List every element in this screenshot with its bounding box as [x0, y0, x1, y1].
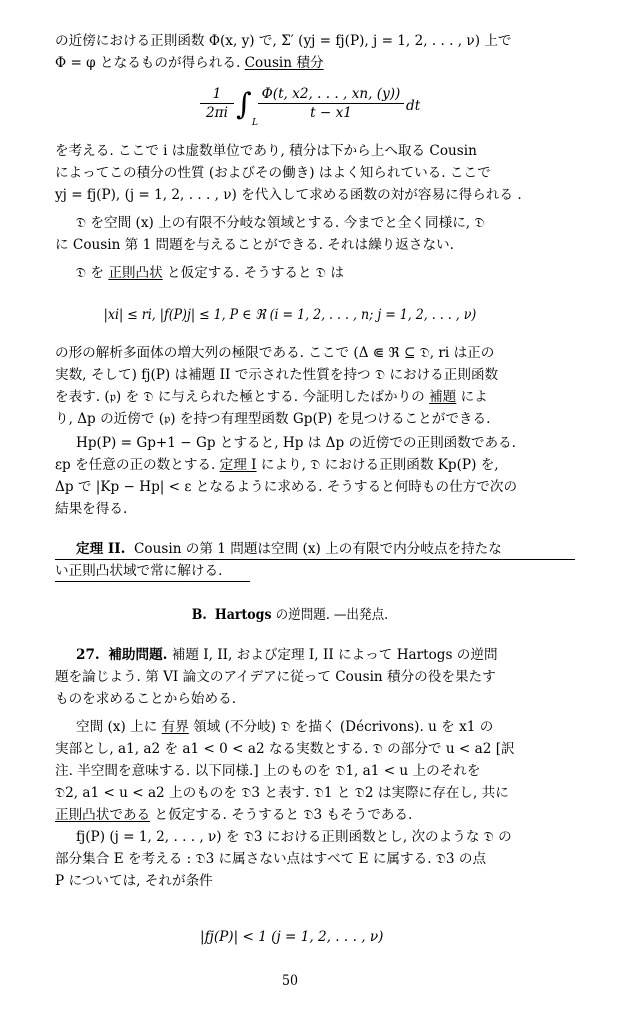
text-line: の近傍における正則函数 Φ(x, y) で, Σ′ (yj = fj(P), j = 1, 2, . . . , ν) 上で: [55, 33, 512, 49]
text-line: [55, 388, 488, 406]
text-span: と仮定する. そうすると 𝔇 は: [162, 265, 344, 281]
formula-dt: dt: [406, 98, 421, 114]
text-line: [55, 806, 412, 824]
subsection-number: 27.: [76, 647, 100, 663]
theorem-text: Cousin の第 1 問題は空間 (x) 上の有限で内分岐点を持たな: [134, 541, 502, 557]
page-number: 50: [281, 973, 298, 989]
text-span: 𝔇 を: [76, 265, 109, 281]
text-line: 実部とし, a1, a2 を a1 < 0 < a2 なる実数とする. 𝔇 の部分で u < a2 [訳: [55, 741, 515, 757]
text-span: 領域 (不分岐) 𝔇 を描く (Décrivons). u を x1 の: [188, 719, 494, 735]
underlined-term: 正則凸状である: [55, 807, 151, 823]
subsection-title: 補助問題.: [108, 647, 168, 663]
text-span: εp を任意の正の数とする.: [55, 457, 220, 473]
text-line: 𝔇2, a1 < u < a2 上のものを 𝔇3 と表す. 𝔇1 と 𝔇2 は実際に存在し, 共に: [55, 785, 509, 801]
text-line: ものを求めることから始める.: [55, 691, 237, 707]
text-span: と仮定する. そうすると 𝔇3 もそうである.: [150, 807, 413, 823]
text-line: 結果を得る.: [55, 501, 128, 517]
underlined-term: Cousin 積分: [244, 55, 324, 71]
display-equation: |fj(P)| < 1 (j = 1, 2, . . . , ν): [200, 929, 384, 945]
text-line: に Cousin 第 1 問題を与えることができる. それは繰り返さない.: [55, 237, 454, 253]
underlined-term: 正則凸状: [108, 265, 163, 281]
text-line: の形の解析多面体の増大列の極限である. ここで (Δ ⋐ ℜ ⊆ 𝔇, ri は正の: [55, 345, 495, 361]
coef-numerator: 1: [200, 86, 234, 104]
text-line: 題を論じよう. 第 VI 論文のアイデアに従って Cousin 積分の役を果たす: [55, 669, 496, 685]
text-line: 実数, そして) fj(P) は補題 II で示された性質を持つ 𝔇 における正則函数: [55, 367, 499, 383]
text-line: Δp で |Kp − Hp| < ε となるように求める. そうすると何時もの仕方で次の: [55, 479, 518, 495]
theorem-underline: [55, 581, 250, 582]
theorem-label: 定理 II.: [76, 541, 126, 557]
text-line: り, Δp の近傍で (𝔭) を持つ有理型函数 Gp(P) を見つけることができる.: [55, 411, 491, 427]
text-line: fj(P) (j = 1, 2, . . . , ν) を 𝔇3 における正則函数とし, 次のような 𝔇 の: [76, 829, 512, 845]
theorem-line: い正則凸状域で常に解ける.: [55, 563, 223, 579]
integrand-denominator: t − x1: [310, 105, 352, 121]
integral-sign: ∫: [236, 87, 252, 122]
formula-integrand: [258, 86, 404, 121]
text-span: によ: [456, 389, 488, 405]
text-line: 𝔇 を空間 (x) 上の有限不分岐な領域とする. 今までと全く同様に, 𝔇: [76, 215, 485, 231]
text-line: [76, 718, 493, 736]
text-line: [76, 646, 498, 664]
underlined-term: 補題: [429, 389, 457, 405]
section-heading: [0, 606, 580, 624]
text-line: [55, 456, 499, 474]
text-line: [76, 264, 344, 282]
text-line: Hp(P) = Gp+1 − Gp とすると, Hp は Δp の近傍での正則函数である.: [76, 435, 516, 451]
text-span: により, 𝔇 における正則函数 Kp(P) を,: [256, 457, 499, 473]
section-title: の逆問題. —出発点.: [275, 607, 389, 623]
theorem-underline: [55, 559, 575, 560]
section-label: B.: [191, 607, 207, 623]
text-line: によってこの積分の性質 (およびその働き) はよく知られている. ここで: [55, 165, 491, 181]
text-span: 補題 I, II, および定理 I, II によって Hartogs の逆問: [167, 647, 498, 663]
formula-coefficient: [200, 86, 234, 121]
integrand-numerator: Φ(t, x2, . . . , xn, (y)): [258, 86, 404, 104]
theorem-line: [76, 540, 502, 558]
text-line: を考える. ここで i は虚数単位であり, 積分は下から上へ取る Cousin: [55, 143, 477, 159]
text-span: を表す. (𝔭) を 𝔇 に与えられた極とする. 今証明したばかりの: [55, 389, 430, 405]
display-equation: |xi| ≤ ri, |f(P)j| ≤ 1, P ∈ ℜ (i = 1, 2, . . . , n; j = 1, 2, . . . , ν): [103, 307, 477, 323]
text-line: [55, 54, 324, 72]
coef-denominator: 2πi: [206, 105, 228, 121]
integral-subscript: L: [252, 118, 258, 128]
text-span: 空間 (x) 上に: [76, 719, 162, 735]
text-line: yj = fj(P), (j = 1, 2, . . . , ν) を代入して求める函数の対が容易に得られる .: [55, 187, 522, 203]
text-line: 部分集合 E を考える : 𝔇3 に属さない点はすべて E に属する. 𝔇3 の点: [55, 851, 487, 867]
section-name: Hartogs: [214, 607, 272, 623]
underlined-term: 定理 I: [219, 457, 257, 473]
text-line: 注. 半空間を意味する. 以下同様.] 上のものを 𝔇1, a1 < u 上のそれを: [55, 763, 481, 779]
underlined-term: 有界: [161, 719, 189, 735]
text-span: Φ = φ となるものが得られる.: [55, 55, 245, 71]
text-line: P については, それが条件: [55, 873, 213, 889]
